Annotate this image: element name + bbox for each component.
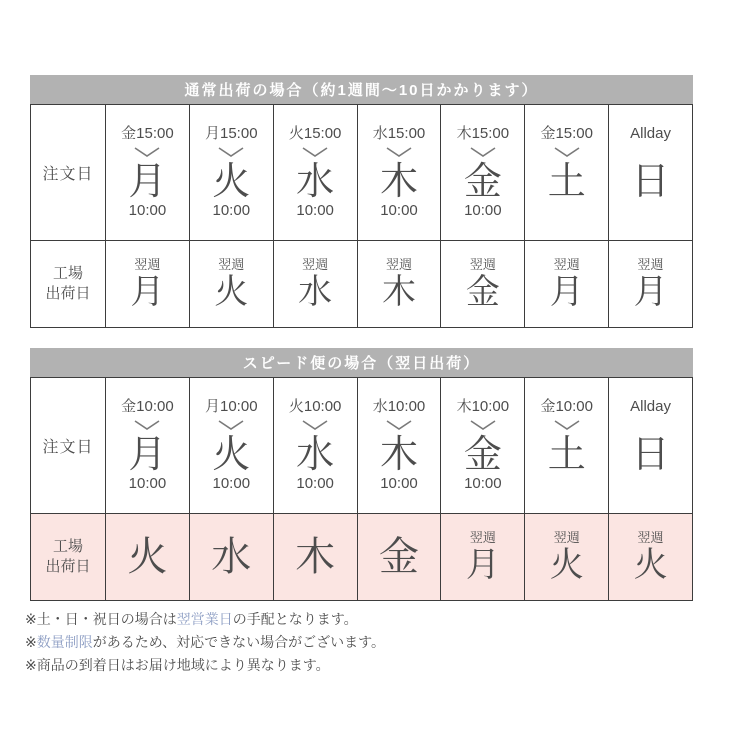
ship-cell (440, 513, 524, 600)
note-line (25, 608, 385, 631)
row-label-ship-day (31, 513, 105, 600)
ship-day: 金 (378, 535, 419, 579)
ship-cell (608, 240, 692, 327)
order-cell (524, 105, 608, 240)
note-line (25, 631, 385, 654)
order-cell (524, 378, 608, 513)
chevron-slot (132, 146, 162, 158)
order-deadline-time: 10:00 (212, 475, 251, 493)
ship-cell (608, 513, 692, 600)
order-deadline-time: 10:00 (296, 475, 334, 493)
ship-day: 月 (633, 273, 668, 312)
normal-shipping-table (30, 75, 693, 328)
order-cell (273, 378, 357, 513)
order-deadline-time: 10:00 (464, 202, 502, 220)
chevron-down-icon (384, 419, 414, 431)
order-cell (273, 105, 357, 240)
ship-day: 金 (465, 273, 500, 312)
ship-cell (273, 240, 357, 327)
note-text: ※ (25, 634, 37, 650)
cutoff-time: 月15:00 (205, 124, 258, 142)
ship-cell (189, 513, 273, 600)
chevron-down-icon (468, 146, 498, 158)
cutoff-time: 水10:00 (372, 397, 426, 415)
ship-day: 木 (381, 273, 416, 312)
order-deadline-time: 10:00 (296, 202, 334, 220)
order-cell (357, 105, 441, 240)
ship-day: 火 (633, 546, 668, 585)
ship-day: 月 (130, 273, 165, 312)
chevron-down-icon (552, 419, 582, 431)
row-label-ship-day (31, 240, 105, 327)
normal-shipping-grid (30, 104, 693, 328)
next-week-label: 翌週 (469, 530, 496, 546)
cutoff-time: 金15:00 (540, 124, 593, 142)
ship-day: 水 (211, 535, 252, 579)
row-label-text: 注文日 (42, 166, 94, 183)
order-cell (105, 378, 189, 513)
order-day: 水 (296, 433, 335, 476)
note-line (25, 654, 385, 677)
chevron-down-icon (132, 146, 162, 158)
row-label-text: 工場 (52, 537, 83, 555)
ship-cell (189, 240, 273, 327)
order-cell (608, 378, 692, 513)
row-label-text: 出荷日 (45, 285, 91, 302)
row-label-text: 出荷日 (45, 558, 91, 575)
order-day: 日 (631, 433, 670, 476)
order-cell (440, 105, 524, 240)
ship-day: 水 (298, 273, 333, 312)
cutoff-time: 火15:00 (288, 124, 342, 142)
order-day: 月 (128, 160, 167, 203)
order-cell (357, 378, 441, 513)
next-week-label: 翌週 (637, 530, 664, 546)
cutoff-time: Allday (630, 124, 671, 142)
chevron-slot (384, 146, 414, 158)
next-week-label: 翌週 (302, 257, 329, 273)
order-day: 木 (379, 433, 418, 476)
cutoff-time: 月10:00 (205, 397, 258, 415)
speed-shipping-table (30, 348, 693, 601)
ship-cell (440, 240, 524, 327)
chevron-down-icon (216, 419, 246, 431)
ship-day: 木 (295, 535, 336, 579)
order-day: 金 (463, 160, 502, 203)
row-label-order-day (31, 105, 105, 240)
note-text: ※土・日・祝日の場合は (25, 611, 177, 627)
ship-day: 火 (127, 535, 168, 579)
order-day: 月 (128, 433, 167, 476)
chevron-slot (468, 419, 498, 431)
note-link[interactable]: 数量制限 (36, 634, 93, 650)
order-day: 水 (296, 160, 335, 203)
cutoff-time: 金15:00 (121, 124, 174, 142)
ship-day: 月 (549, 273, 584, 312)
chevron-slot (300, 419, 330, 431)
order-cell (608, 105, 692, 240)
chevron-down-icon (468, 419, 498, 431)
note-text: の手配となります。 (232, 611, 358, 627)
ship-day: 火 (214, 273, 249, 312)
next-week-label: 翌週 (553, 530, 580, 546)
chevron-slot (216, 419, 246, 431)
row-label-text: 注文日 (42, 439, 94, 456)
note-text: ※商品の到着日はお届け地域により異なります。 (25, 657, 330, 673)
order-day: 金 (463, 433, 502, 476)
order-day: 土 (547, 160, 586, 203)
note-text: があるため、対応できない場合がございます。 (92, 634, 386, 650)
order-day: 火 (212, 433, 251, 476)
ship-cell (105, 513, 189, 600)
ship-cell (357, 240, 441, 327)
chevron-down-icon (552, 146, 582, 158)
cutoff-time: 木15:00 (456, 124, 510, 142)
chevron-slot (468, 146, 498, 158)
cutoff-time: 水15:00 (372, 124, 426, 142)
ship-cell (357, 513, 441, 600)
ship-cell (105, 240, 189, 327)
normal-shipping-title: 通常出荷の場合（約1週間〜10日かかります） (30, 75, 693, 104)
chevron-down-icon (384, 146, 414, 158)
next-week-label: 翌週 (637, 257, 664, 273)
next-week-label: 翌週 (218, 257, 245, 273)
speed-shipping-title: スピード便の場合（翌日出荷） (30, 348, 693, 377)
chevron-slot (384, 419, 414, 431)
order-day: 土 (547, 433, 586, 476)
ship-day: 月 (465, 546, 500, 585)
order-cell (189, 378, 273, 513)
cutoff-time: 火10:00 (288, 397, 342, 415)
row-label-order-day (31, 378, 105, 513)
next-week-label: 翌週 (553, 257, 580, 273)
order-deadline-time: 10:00 (212, 202, 251, 220)
chevron-slot (132, 419, 162, 431)
chevron-slot (300, 146, 330, 158)
order-deadline-time: 10:00 (380, 475, 418, 493)
note-link[interactable]: 翌営業日 (176, 611, 233, 627)
chevron-slot (552, 146, 582, 158)
chevron-slot (216, 146, 246, 158)
order-cell (189, 105, 273, 240)
order-deadline-time: 10:00 (380, 202, 418, 220)
order-cell (105, 105, 189, 240)
order-cell (440, 378, 524, 513)
cutoff-time: 金10:00 (121, 397, 174, 415)
next-week-label: 翌週 (385, 257, 412, 273)
order-deadline-time: 10:00 (464, 475, 502, 493)
chevron-down-icon (300, 419, 330, 431)
order-day: 日 (631, 160, 670, 203)
chevron-down-icon (132, 419, 162, 431)
cutoff-time: Allday (630, 397, 671, 415)
ship-cell (524, 513, 608, 600)
cutoff-time: 木10:00 (456, 397, 510, 415)
next-week-label: 翌週 (134, 257, 161, 273)
row-label-text: 工場 (52, 264, 83, 282)
notes (25, 608, 385, 677)
ship-cell (524, 240, 608, 327)
ship-day: 火 (549, 546, 584, 585)
order-deadline-time: 10:00 (128, 202, 167, 220)
speed-shipping-grid (30, 377, 693, 601)
chevron-slot (552, 419, 582, 431)
chevron-down-icon (216, 146, 246, 158)
order-day: 木 (379, 160, 418, 203)
order-day: 火 (212, 160, 251, 203)
next-week-label: 翌週 (469, 257, 496, 273)
chevron-down-icon (300, 146, 330, 158)
order-deadline-time: 10:00 (128, 475, 167, 493)
cutoff-time: 金10:00 (540, 397, 593, 415)
ship-cell (273, 513, 357, 600)
